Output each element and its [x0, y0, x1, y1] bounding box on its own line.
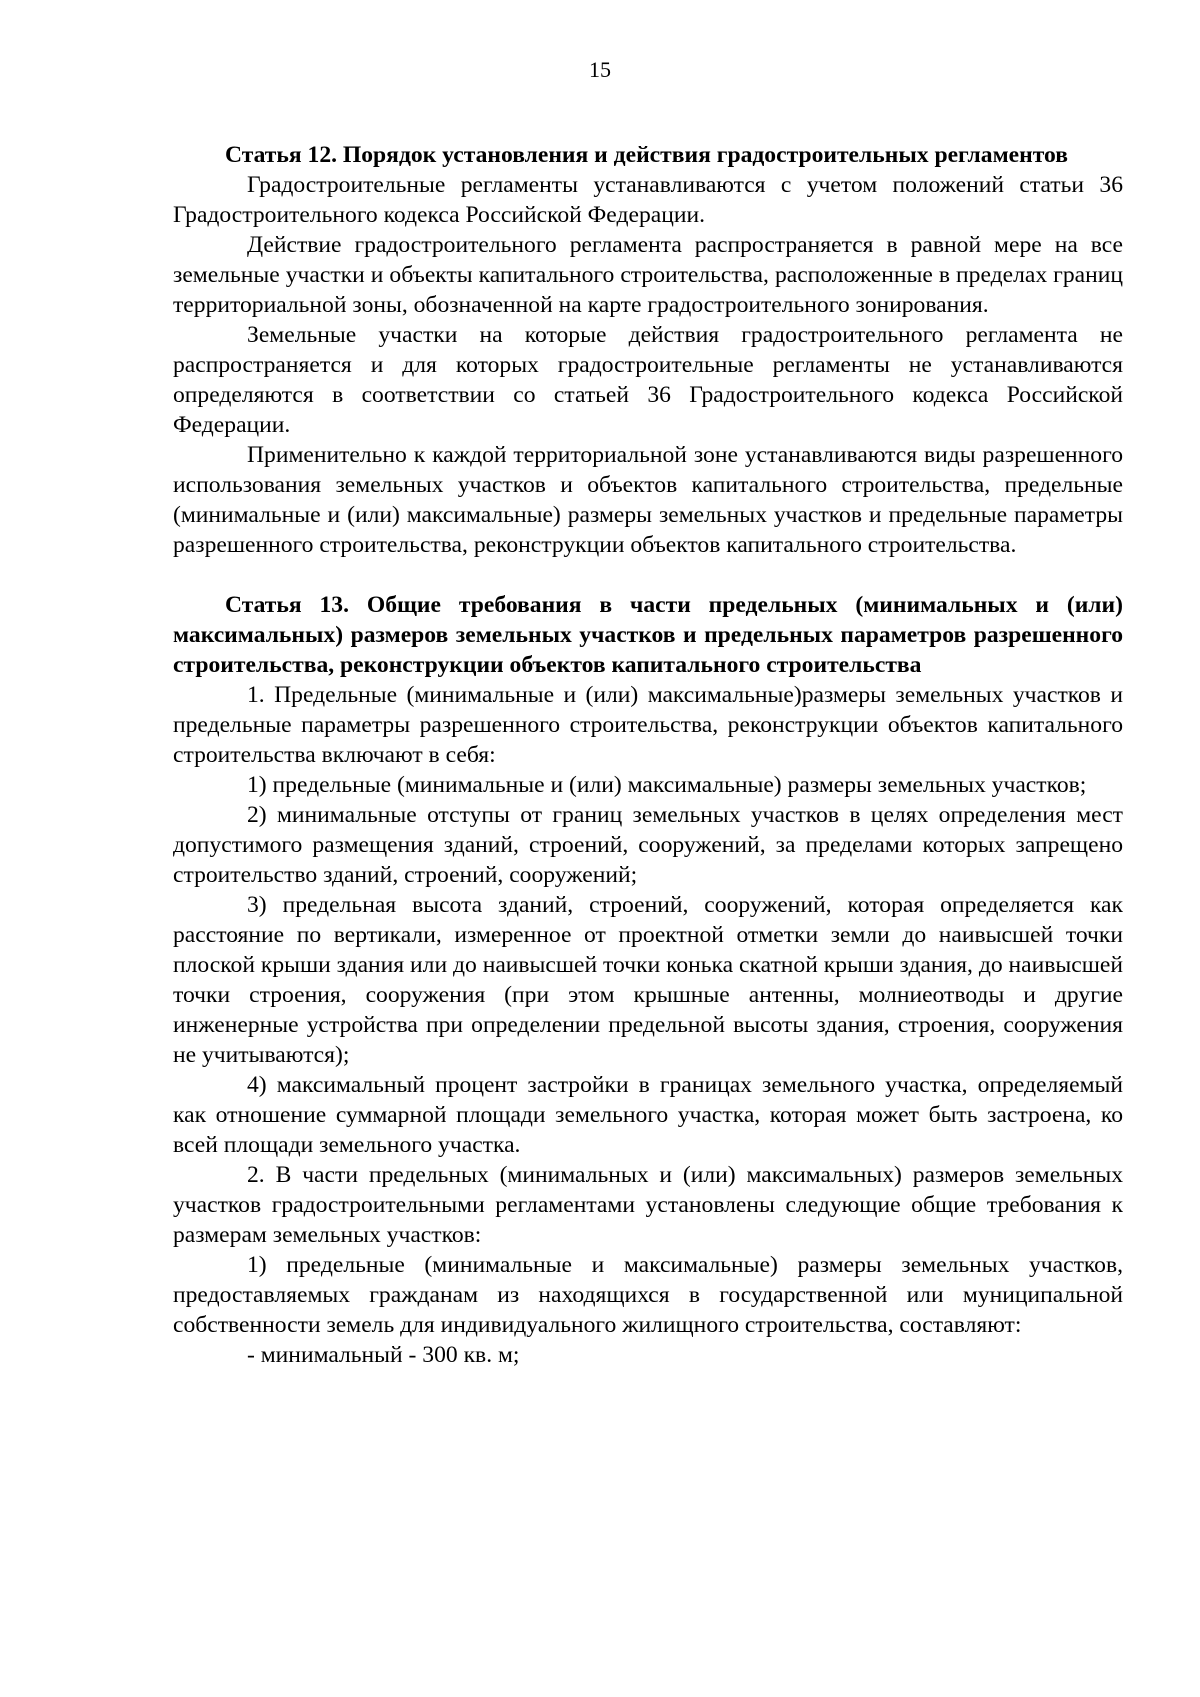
- article-13-paragraph: 1) предельные (минимальные и максимальные) размеры земельных участков, предоставляемых гражданам из находящихся в государственной или муниципальной собственности земель для индивидуального жилищного строительства, составляют:: [173, 1252, 1123, 1338]
- article-13-paragraph: 3) предельная высота зданий, строений, сооружений, которая определяется как расстояние по вертикали, измеренное от проектной отметки земли до наивысшей точки плоской крыши здания или до наивысшей точки конька скатной крыши здания, до наивысшей точки строения, сооружения (при этом крышные антенны, молниеотводы и другие инженерные устройства при определении предельной высоты здания, строения, сооружения не учитываются);: [173, 892, 1123, 1068]
- article-12-paragraph: Действие градостроительного регламента распространяется в равной мере на все земельные участки и объекты капитального строительства, расположенные в пределах границ территориальной зоны, обозначенной на карте градостроительного зонирования.: [173, 232, 1123, 318]
- article-12-paragraph: Земельные участки на которые действия градостроительного регламента не распространяется и для которых градостроительные регламенты не устанавливаются определяются в соответствии со статьей 36 Градостроительного кодекса Российской Федерации.: [173, 322, 1123, 438]
- article-13-paragraph: 2. В части предельных (минимальных и (или) максимальных) размеров земельных участков градостроительными регламентами установлены следующие общие требования к размерам земельных участков:: [173, 1162, 1123, 1248]
- article-13-title: Статья 13. Общие требования в части предельных (минимальных и (или) максимальных) размеров земельных участков и предельных параметров разрешенного строительства, реконструкции объектов капитального строительства: [173, 592, 1123, 678]
- article-13-paragraph: 1. Предельные (минимальные и (или) максимальные)размеры земельных участков и предельные параметры разрешенного строительства, реконструкции объектов капитального строительства включают в себя:: [173, 682, 1123, 768]
- article-12-paragraph: Градостроительные регламенты устанавливаются с учетом положений статьи 36 Градостроительного кодекса Российской Федерации.: [173, 172, 1123, 228]
- article-13-paragraph: - минимальный - 300 кв. м;: [247, 1342, 520, 1368]
- article-12-paragraph: Применительно к каждой территориальной зоне устанавливаются виды разрешенного использования земельных участков и объектов капитального строительства, предельные (минимальные и (или) максимальные) размеры земельных участков и предельные параметры разрешенного строительства, реконструкции объектов капитального строительства.: [173, 442, 1123, 558]
- article-13-paragraph: 1) предельные (минимальные и (или) максимальные) размеры земельных участков;: [247, 772, 1087, 798]
- section-gap: [173, 560, 1123, 590]
- article-12-title: Статья 12. Порядок установления и действия градостроительных регламентов: [225, 142, 1068, 168]
- document-body: [173, 140, 1123, 1370]
- page-number: 15: [589, 57, 611, 82]
- article-13-paragraph: 4) максимальный процент застройки в границах земельного участка, определяемый как отношение суммарной площади земельного участка, которая может быть застроена, ко всей площади земельного участка.: [173, 1072, 1123, 1158]
- article-13-paragraph: 2) минимальные отступы от границ земельных участков в целях определения мест допустимого размещения зданий, строений, сооружений, за пределами которых запрещено строительство зданий, строений, сооружений;: [173, 802, 1123, 888]
